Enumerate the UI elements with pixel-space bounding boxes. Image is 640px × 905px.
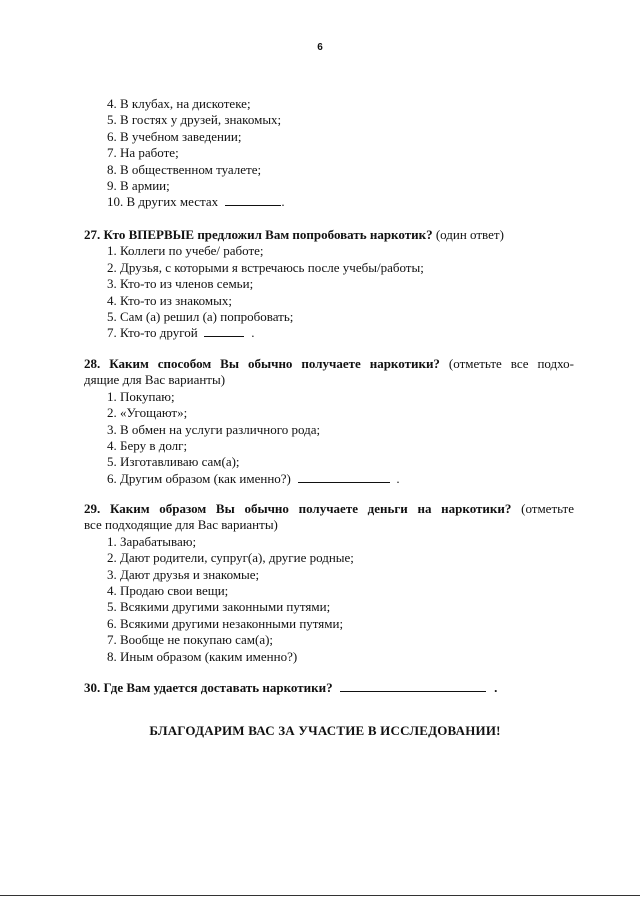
question-number: 27.: [84, 227, 101, 242]
list-item: 4. Продаю свои вещи;: [107, 583, 229, 598]
answer-blank[interactable]: [204, 325, 244, 337]
question-note: (один ответ): [435, 227, 504, 242]
list-item: 1. Коллеги по учебе/ работе;: [107, 243, 264, 259]
answer-blank[interactable]: [340, 680, 486, 692]
list-item: 8. В общественном туалете;: [107, 161, 262, 177]
list-item: 9. В армии;: [107, 178, 170, 193]
list-item: 5. Изготавливаю сам(а);: [107, 454, 240, 470]
page-bottom-edge: [0, 895, 640, 896]
closing-thanks: БЛАГОДАРИМ ВАС ЗА УЧАСТИЕ В ИССЛЕДОВАНИИ!: [149, 723, 501, 738]
list-item: 5. Всякими другими законными путями;: [107, 599, 331, 615]
question-text: Где Вам удается доставать наркотики?: [103, 680, 333, 695]
list-item: 3. В обмен на услуги различного рода;: [107, 421, 321, 437]
blank-period: .: [396, 470, 400, 486]
question-note-continued: дящие для Вас варианты): [84, 372, 226, 388]
question-number: 28.: [84, 356, 101, 371]
page-number: 6: [317, 42, 323, 53]
list-item: 1. Покупаю;: [107, 388, 175, 404]
list-item: 3. Кто-то из членов семьи;: [107, 276, 254, 292]
question-number: 30.: [84, 680, 101, 695]
question-text: Каким образом Вы обычно получаете деньги на наркотики?: [109, 501, 512, 516]
answer-blank[interactable]: [298, 471, 390, 483]
blank-period: .: [281, 194, 285, 210]
answer-blank[interactable]: [225, 194, 281, 206]
blank-period: .: [494, 680, 498, 695]
list-item: 7. Вообще не покупаю сам(а);: [107, 632, 274, 648]
list-item: 6. Другим образом (как именно?): [107, 470, 291, 486]
list-item: 7. На работе;: [107, 145, 179, 161]
list-item: 6. В учебном заведении;: [107, 128, 242, 144]
list-item: 5. В гостях у друзей, знакомых;: [107, 112, 282, 128]
list-item: 8. Иным образом (каким именно?): [107, 648, 298, 664]
list-item: 1. Зарабатываю;: [107, 533, 197, 549]
question-text: Каким способом Вы обычно получаете наркотики?: [109, 356, 440, 371]
list-item: 2. Дают родители, супруг(а), другие родные;: [107, 550, 354, 566]
list-item: 6. Всякими другими незаконными путями;: [107, 615, 344, 631]
list-item: 10. В других местах: [107, 194, 219, 210]
blank-period: .: [251, 325, 255, 341]
question-text: Кто ВПЕРВЫЕ предложил Вам попробовать наркотик?: [103, 227, 433, 242]
list-item: 7. Кто-то другой: [107, 325, 198, 341]
list-item: 5. Сам (а) решил (а) попробовать;: [107, 309, 294, 324]
question-note: (отметьте все подхо-: [448, 356, 575, 371]
question-note: (отметьте: [521, 501, 575, 516]
list-item: 4. В клубах, на дискотеке;: [107, 96, 251, 111]
list-item: 2. Друзья, с которыми я встречаюсь после учебы/работы;: [107, 259, 424, 275]
list-item: 4. Беру в долг;: [107, 438, 188, 453]
list-item: 4. Кто-то из знакомых;: [107, 292, 232, 308]
question-number: 29.: [84, 501, 101, 516]
list-item: 2. «Угощают»;: [107, 405, 188, 421]
list-item: 3. Дают друзья и знакомые;: [107, 566, 260, 582]
question-note-continued: все подходящие для Вас варианты): [84, 517, 278, 533]
